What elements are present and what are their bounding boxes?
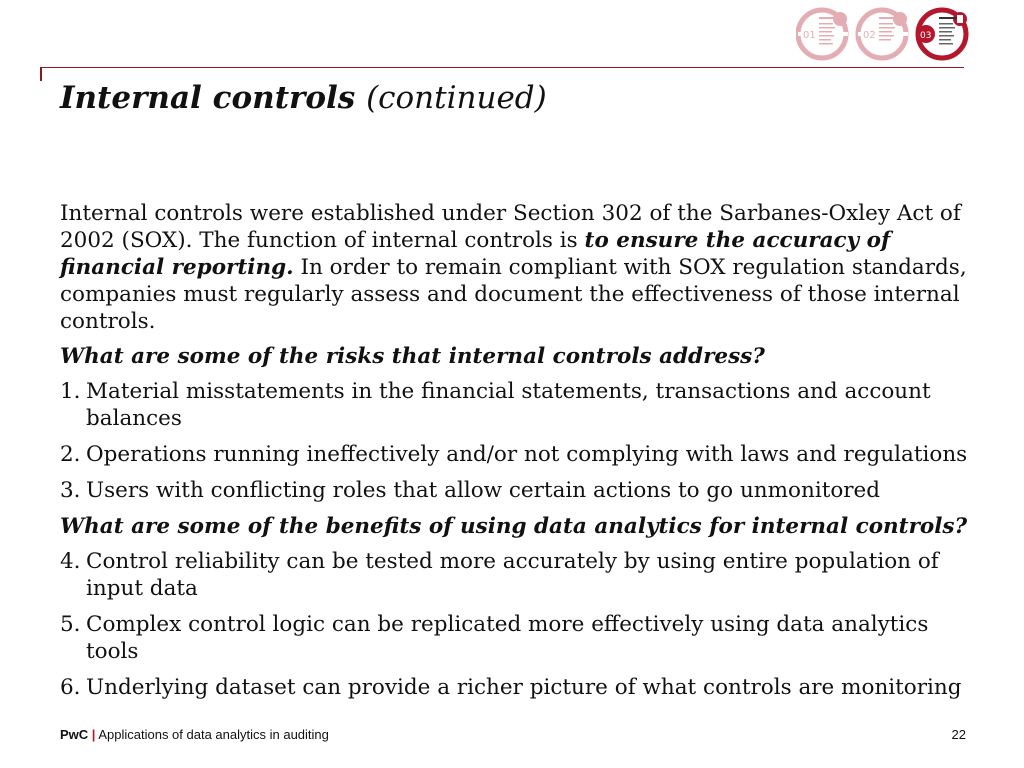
benefits-question: What are some of the benefits of using data analytics for internal controls? <box>60 514 968 539</box>
section-progress-indicator <box>796 5 976 63</box>
footer-brand: PwC <box>60 727 89 742</box>
list-item-text: Complex control logic can be replicated more effectively using data analytics tools <box>86 612 929 664</box>
intro-paragraph <box>60 200 970 335</box>
list-item <box>60 441 970 468</box>
slide-title <box>60 80 547 116</box>
list-item-number: 1. <box>60 379 81 404</box>
progress-step-2-label: 02 <box>863 30 876 41</box>
list-item-text: Operations running ineffectively and/or not complying with laws and regulations <box>86 442 968 467</box>
list-item-number: 2. <box>60 442 81 467</box>
list-item-number: 6. <box>60 675 81 700</box>
list-item-number: 4. <box>60 549 81 574</box>
list-item <box>60 378 970 432</box>
risks-question: What are some of the risks that internal controls address? <box>60 344 765 369</box>
intro-text-1: Internal controls were established under Section 302 of the Sarbanes-Oxley Act of 2002 (SOX). The function of internal controls is <box>60 201 961 253</box>
progress-step-1-label: 01 <box>803 30 816 41</box>
footer-separator: | <box>91 727 96 742</box>
slide-title-main: Internal controls <box>60 80 356 116</box>
progress-step-1 <box>798 10 848 58</box>
list-item <box>60 611 970 665</box>
benefits-list <box>60 548 970 701</box>
progress-step-3-active <box>917 10 967 58</box>
intro-text-2: In order to remain compliant with SOX regulation standards, companies must regularly assess and document the effectiveness of those internal controls. <box>60 255 967 334</box>
slide-title-continued: (continued) <box>366 80 547 116</box>
list-item-number: 5. <box>60 612 81 637</box>
progress-step-3-label: 03 <box>920 31 932 41</box>
list-item <box>60 477 970 504</box>
intro-emphasis: to ensure the accuracy of financial reporting. <box>60 228 891 280</box>
list-item-text: Material misstatements in the financial statements, transactions and account balances <box>86 379 931 431</box>
risks-list <box>60 378 970 504</box>
list-item-text: Users with conflicting roles that allow certain actions to go unmonitored <box>86 478 881 503</box>
page-number: 22 <box>951 727 966 742</box>
footer-text: Applications of data analytics in auditing <box>98 727 329 742</box>
progress-step-2 <box>858 10 908 58</box>
list-item <box>60 548 970 602</box>
header-rule-tick <box>40 67 42 81</box>
slide-body <box>60 200 970 710</box>
list-item-text: Underlying dataset can provide a richer picture of what controls are monitoring <box>86 675 962 700</box>
header-rule <box>40 67 964 68</box>
list-item <box>60 674 970 701</box>
footer <box>60 727 329 742</box>
list-item-text: Control reliability can be tested more accurately by using entire population of input data <box>86 549 939 601</box>
list-item-number: 3. <box>60 478 81 503</box>
